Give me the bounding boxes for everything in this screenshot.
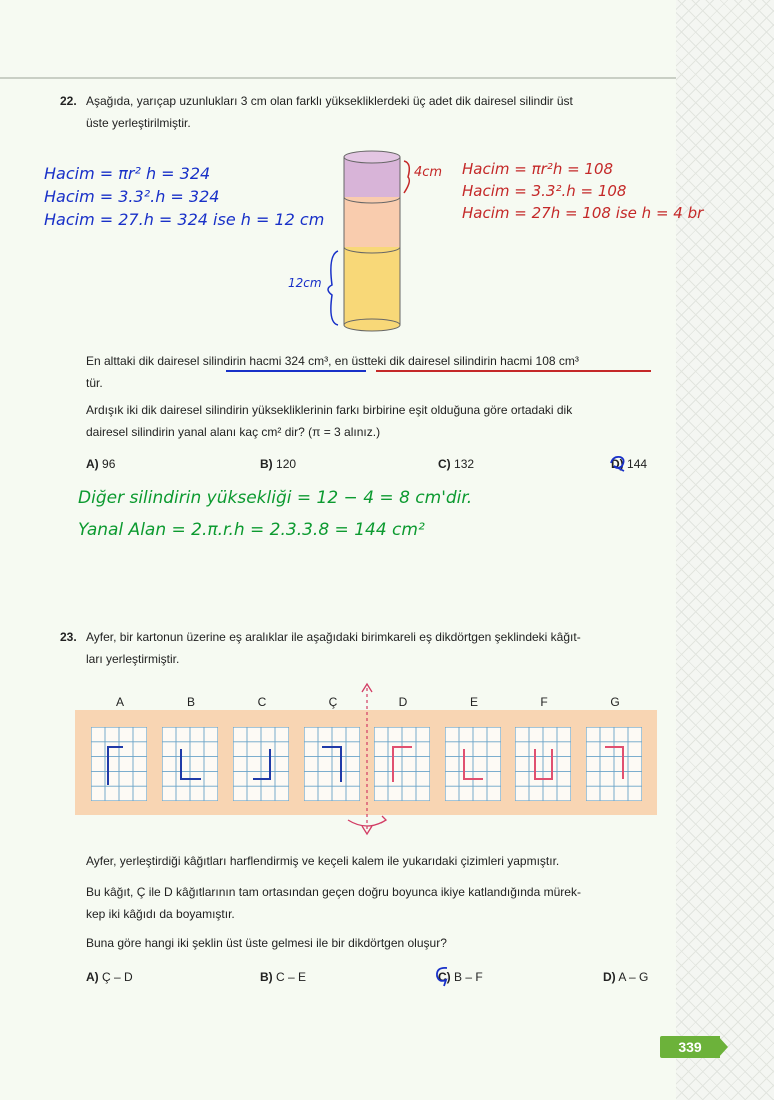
- grid-paper-a: [91, 727, 147, 801]
- q22-option-c[interactable]: C) 132: [438, 457, 475, 471]
- q23-number: 23.: [60, 630, 77, 644]
- q23-paragraph-3: Buna göre hangi iki şeklin üst üste gelmesi ile bir dikdörtgen oluşur?: [86, 936, 447, 950]
- q23-option-a[interactable]: A) Ç – D: [86, 970, 133, 984]
- top-height-label: 4cm: [414, 165, 443, 180]
- bottom-height-label: 12cm: [288, 276, 322, 290]
- q22-answer-mark-icon: [608, 453, 630, 473]
- q22-number: 22.: [60, 94, 77, 108]
- paper-letter-a: A: [115, 695, 124, 709]
- fold-line: [340, 680, 400, 840]
- q23-paragraph-1: Ayfer, yerleştirdiği kâğıtları harflendirmiş ve keçeli kalem ile yukarıdaki çizimleri yapmıştır.: [86, 854, 560, 868]
- header-divider: [0, 77, 676, 79]
- page-tab-arrow: [718, 1036, 728, 1058]
- paper-letter-c: C: [257, 695, 267, 709]
- cylinder-bottom: [344, 247, 400, 331]
- grid-paper-e: [445, 727, 501, 801]
- grid-paper-g: [586, 727, 642, 801]
- cylinder-top: [344, 151, 400, 203]
- q22-paragraph-2: Ardışık iki dik dairesel silindirin yüksekliklerinin farkı birbirine eşit olduğuna göre ortadaki dik dairesel silindirin yanal alanı kaç cm² dir? (π = 3 alınız.): [86, 403, 573, 439]
- q22-right-notes: Hacim = πr²h = 108 Hacim = 3.3².h = 108 Hacim = 27h = 108 ise h = 4 br: [462, 160, 704, 222]
- paper-letter-g: G: [610, 695, 620, 709]
- paper-letter-cc: Ç: [328, 695, 338, 709]
- bottom-height-brace: [328, 251, 338, 325]
- top-height-brace: [404, 161, 409, 193]
- q23-option-d[interactable]: D) A – G: [603, 970, 649, 984]
- q23-answer-mark-icon: [432, 964, 454, 988]
- q22-text: Aşağıda, yarıçap uzunlukları 3 cm olan farklı yüksekliklerdeki üç adet dik dairesel silindir üst üste yerleştirilmiştir.: [86, 94, 573, 130]
- grid-paper-c: [233, 727, 289, 801]
- page-number: 339: [660, 1036, 720, 1058]
- q22-left-notes: Hacim = πr² h = 324 Hacim = 3.3².h = 324 Hacim = 27.h = 324 ise h = 12 cm: [44, 164, 325, 229]
- q23-text: Ayfer, bir kartonun üzerine eş aralıklar ile aşağıdaki birimkareli eş dikdörtgen şeklindeki kâğıt- ları yerleştirmiştir.: [86, 630, 581, 666]
- underline-2: [376, 370, 651, 372]
- q22-solution: Diğer silindirin yüksekliği = 12 − 4 = 8 cm'dir. Yanal Alan = 2.π.r.h = 2.3.3.8 = 144 cm²: [78, 488, 473, 540]
- cylinder-middle: [344, 197, 400, 253]
- q22-option-b[interactable]: B) 120: [260, 457, 297, 471]
- q22-paragraph-1: En alttaki dik dairesel silindirin hacmi 324 cm³, en üstteki dik dairesel silindirin hacmi 108 cm³ tür.: [86, 354, 579, 390]
- q23-option-b[interactable]: B) C – E: [260, 970, 307, 984]
- paper-letter-f: F: [540, 695, 548, 709]
- underline-1: [226, 370, 366, 372]
- grid-paper-f: [515, 727, 571, 801]
- paper-letter-d: D: [398, 695, 408, 709]
- q23-option-c[interactable]: C) B – F: [438, 970, 483, 984]
- paper-letter-e: E: [469, 695, 478, 709]
- paper-letter-b: B: [186, 695, 195, 709]
- q23-paragraph-2: Bu kâğıt, Ç ile D kâğıtlarının tam ortasından geçen doğru boyunca ikiye katlandığında mürek- kep iki kâğıdı da boyamıştır.: [86, 885, 581, 921]
- q22-option-a[interactable]: A) 96: [86, 457, 116, 471]
- grid-paper-b: [162, 727, 218, 801]
- q22-option-d[interactable]: D) 144: [611, 457, 648, 471]
